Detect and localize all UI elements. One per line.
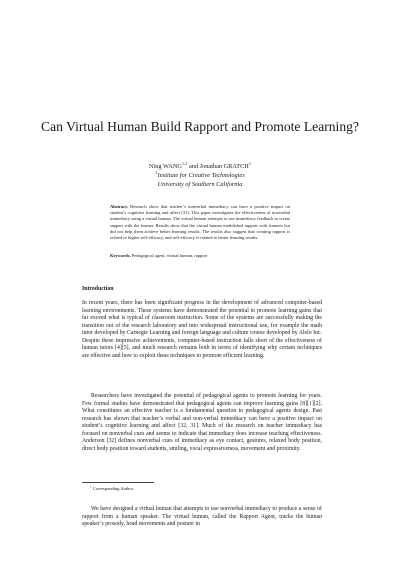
- affiliation-name: Institute for Creative Technologies: [157, 171, 245, 179]
- author-block: [40, 160, 360, 189]
- abstract-text: Research show that teacher’s nonverbal immediacy can have a positive impact on student’s cognitive learning and affect [31]. This paper investigates the effectiveness of nonverbal immediacy using a virtual human. The virtual human attempts to use immediacy feedback to create rapport with the learner. Results show that the virtual human established rapport with learners but did not help them achieve better learning results. The results also suggest that creating rapport is related to higher self-efficacy, and self-efficacy is related to better learning results.: [110, 204, 290, 241]
- footnote: [90, 486, 134, 492]
- university: University of Southern California: [157, 180, 243, 188]
- keywords-text: Pedagogical agent, virtual human, rapport: [130, 253, 208, 258]
- footnote-mark: 1: [90, 484, 92, 489]
- author-superscript-second: 1: [248, 160, 252, 166]
- abstract: [110, 204, 290, 241]
- footnote-divider: [82, 482, 154, 483]
- keywords-label: Keywords.: [110, 253, 131, 258]
- section-heading: Introduction: [82, 286, 114, 292]
- footnote-text: Corresponding Author.: [91, 486, 134, 491]
- paper-title: Can Virtual Human Build Rapport and Promote Learning?: [41, 119, 359, 134]
- body-paragraph-3: We have designed a virtual human that attempts to use nonverbal immediacy to produce a sense of rapport from a human speaker. The virtual human, called the Rapport Agent, tracks the human speaker’s prosody, head movements and posture in: [82, 506, 322, 528]
- affiliation: [40, 169, 360, 181]
- body-paragraph-1: In recent years, there has been significant progress in the development of advanced computer-based learning environments. These systems have demonstrated the potential to promote learning gains that far exceed what is typical of classroom instruction. Some of the systems are successfully making the transition out of the research laboratory and into widespread instructional use, for example the math tutor developed by Carnegie Learning and foreign language and culture course developed by Alelo Inc. Despite these impressive achievements, computer-based instruction falls short of the effectiveness of human tutors [4][5], and much research remains both in terms of identifying why certain techniques are effective and how to exploit these techniques to promote efficient learning.: [82, 300, 322, 360]
- affiliation-superscript: 1: [155, 169, 158, 175]
- author-names: Ning WANG: [148, 163, 182, 170]
- body-paragraph-2: Researchers have investigated the potential of pedagogical agents to promote learning for years. Few formal studies have demonstrated that pedagogical agents can improve learning gains [8][1][2]. What constitutes an effective teacher is a fundamental question to pedagogical agents design. Past research has shown that teacher’s verbal and non-verbal immediacy can have a positive impact on student’s cognitive learning and affect [32, 31]. Much of the research on teacher immediacy has focused on nonverbal cues and seems to indicate that immediacy does increase teaching effectiveness. Anderson [32] defines nonverbal cues of immediacy as eye contact, gestures, relaxed body position, direct body position toward students, smiling, vocal expressiveness, movement and proximity.: [82, 393, 322, 453]
- author-names-second: and Jonathan GRATCH: [187, 163, 249, 170]
- author-superscript: 1,2: [181, 160, 188, 166]
- abstract-label: Abstract.: [110, 204, 128, 209]
- keywords: [110, 253, 290, 259]
